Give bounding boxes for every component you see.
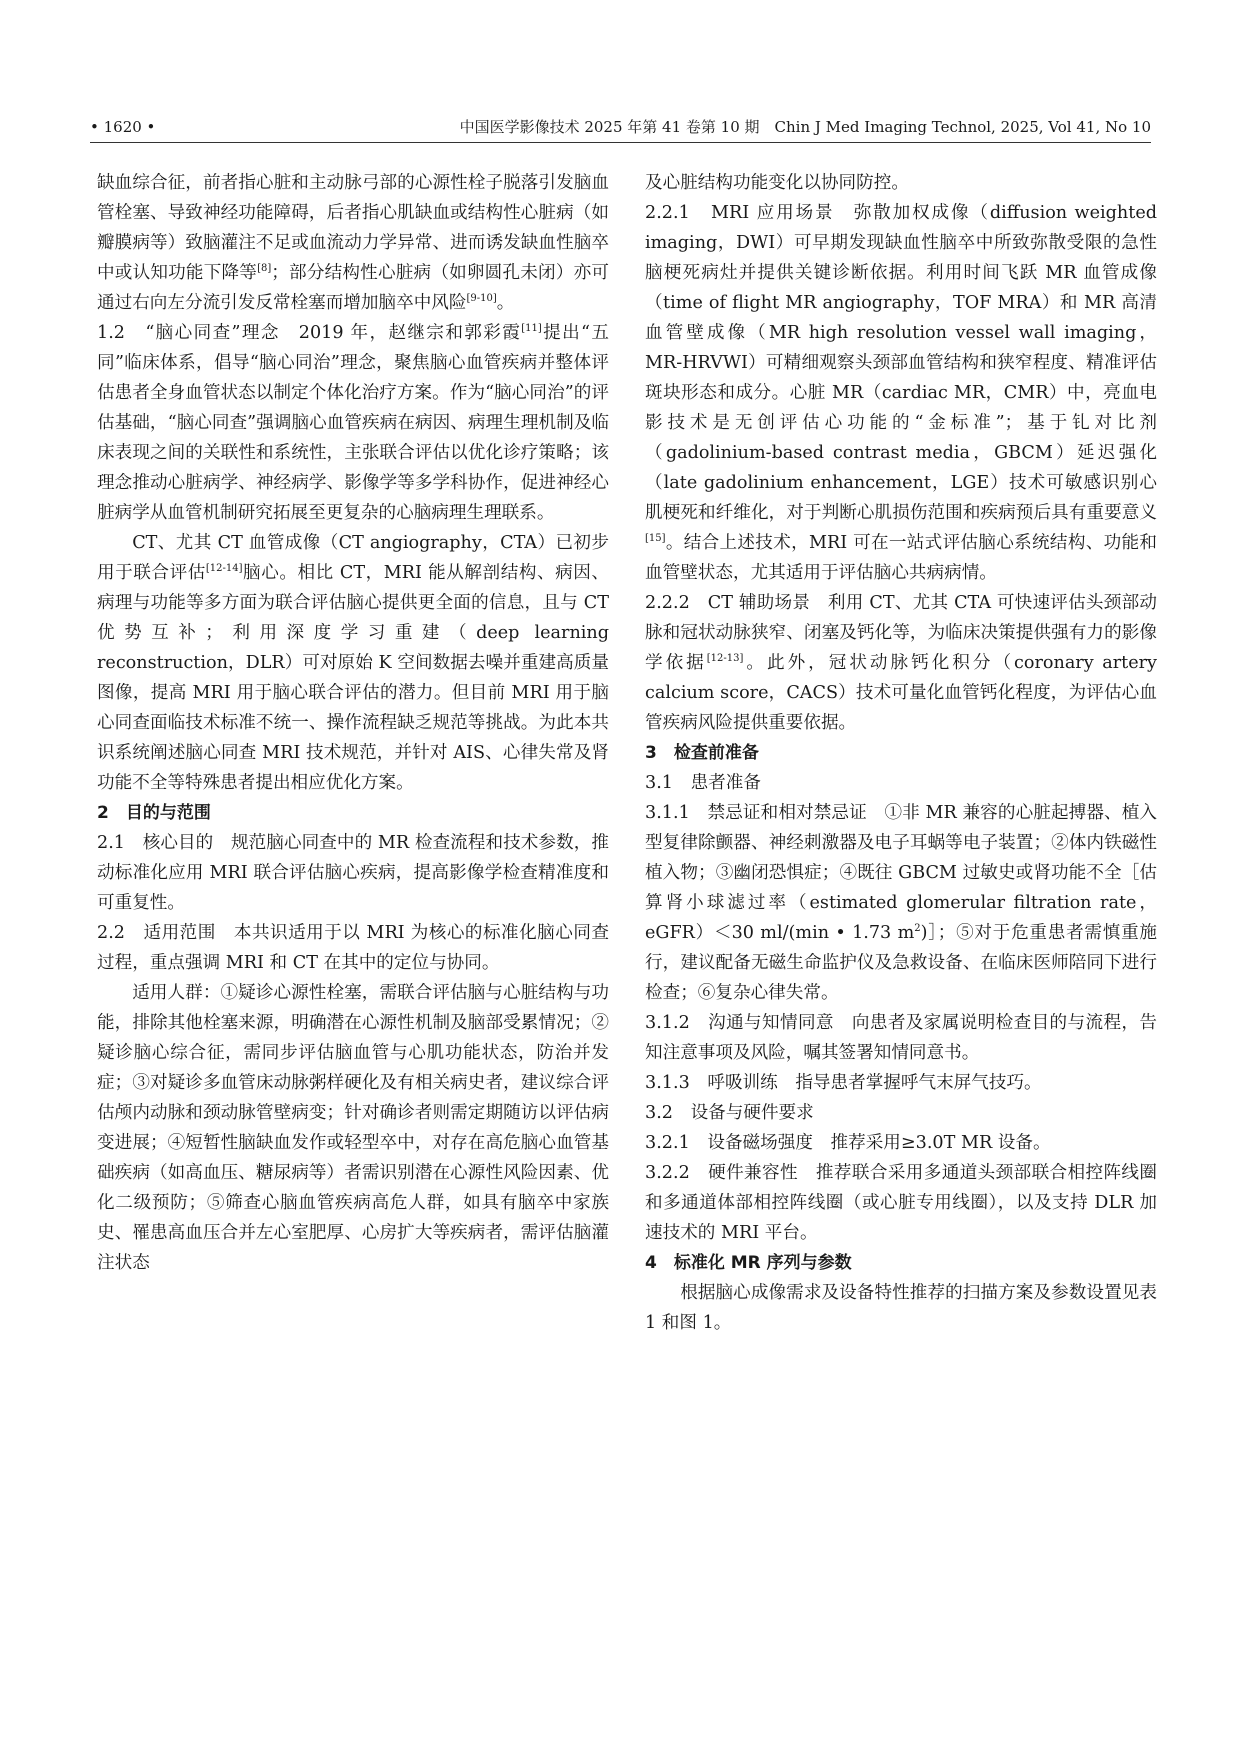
right-column [645,168,1157,1338]
section-2-2-2: 2.2.2 CT 辅助场景 利用 CT、尤其 CTA 可快速评估头颈部动脉和冠状动脉狭窄、闭塞及钙化等，为临床决策提供强有力的影像学依据[12-13]。此外，冠状动脉钙化积分（coronary artery calcium score，CACS）技术可量化血管钙化程度，为评估心血管疾病风险提供重要依据。 [645,593,1157,733]
citation-ref[interactable]: [12-14] [205,563,243,575]
section-2-1: 2.1 核心目的 规范脑心同查中的 MR 检查流程和技术参数，推动标准化应用 MRI 联合评估脑心疾病，提高影像学检查精准度和可重复性。 [97,833,609,913]
section-3-1-3: 3.1.3 呼吸训练 指导患者掌握呼气末屏气技巧。 [645,1073,1042,1093]
paragraph: 适用人群：①疑诊心源性栓塞，需联合评估脑与心脏结构与功能，排除其他栓塞来源，明确潜在心源性机制及脑部受累情况；②疑诊脑心综合征，需同步评估脑血管与心肌功能状态，防治并发症；③对疑诊多血管床动脉粥样硬化及有相关病史者，建议综合评估颅内动脉和颈动脉管壁病变；针对确诊者则需定期随访以评估病变进展；④短暂性脑缺血发作或轻型卒中，对存在高危脑心血管基础疾病（如高血压、糖尿病等）者需识别潜在心源性风险因素、优化二级预防；⑤筛查心脑血管疾病高危人群，如具有脑卒中家族史、罹患高血压合并左心室肥厚、心房扩大等疾病者，需评估脑灌注状态 [97,983,609,1273]
page-number: • 1620 • [90,118,156,136]
section-heading-2: 2 目的与范围 [97,803,211,823]
paragraph: 缺血综合征，前者指心脏和主动脉弓部的心源性栓子脱落引发脑血管栓塞、导致神经功能障碍，后者指心肌缺血或结构性心脏病（如瓣膜病等）致脑灌注不足或血流动力学异常、进而诱发缺血性脑卒中或认知功能下降等[8]；部分结构性心脏病（如卵圆孔未闭）亦可通过右向左分流引发反常栓塞而增加脑卒中风险[9-10]。 [97,173,609,313]
paragraph: 及心脏结构功能变化以协同防控。 [645,173,909,193]
section-3-2-1: 3.2.1 设备磁场强度 推荐采用≥3.0T MR 设备。 [645,1133,1051,1153]
section-3-1-1: 3.1.1 禁忌证和相对禁忌证 ①非 MR 兼容的心脏起搏器、植入型复律除颤器、神经刺激器及电子耳蜗等电子装置；②体内铁磁性植入物；③幽闭恐惧症；④既往 GBCM 过敏史或肾功能不全［估算肾小球滤过率（estimated glomerular filtration rate，eGFR）＜30 ml/(min • 1.73 $m^2)]$；⑤对于危重患者需慎重施行，建议配备无磁生命监护仪及急救设备、在临床医师陪同下进行检查；⑥复杂心律失常。 [645,803,1157,1003]
journal-citation: 中国医学影像技术 2025 年第 41 卷第 10 期 Chin J Med Imaging Technol, 2025, Vol 41, No 10 [459,118,1151,136]
section-2-2-1: 2.2.1 MRI 应用场景 弥散加权成像（diffusion weighted imaging，DWI）可早期发现缺血性脑卒中所致弥散受限的急性脑梗死病灶并提供关键诊断依据。利用时间飞跃 MR 血管成像（time of flight MR angiography，TOF MRA）和 MR 高清血管壁成像（MR high resolution vessel wall imaging，MR-HRVWI）可精细观察头颈部血管结构和狭窄程度、精准评估斑块形态和成分。心脏 MR（cardiac MR，CMR）中，亮血电影技术是无创评估心功能的“金标准”；基于钆对比剂（gadolinium-based contrast media，GBCM）延迟强化（late gadolinium enhancement，LGE）技术可敏感识别心肌梗死和纤维化，对于判断心肌损伤范围和疾病预后具有重要意义[15]。结合上述技术，MRI 可在一站式评估脑心系统结构、功能和血管壁状态，尤其适用于评估脑心共病病情。 [645,203,1157,583]
section-3-1: 3.1 患者准备 [645,773,761,793]
paragraph: 根据脑心成像需求及设备特性推荐的扫描方案及参数设置见表 1 和图 1。 [645,1283,1157,1333]
citation-ref[interactable]: [9-10] [466,293,497,305]
paragraph: CT、尤其 CT 血管成像（CT angiography，CTA）已初步用于联合评估[12-14]脑心。相比 CT，MRI 能从解剖结构、病因、病理与功能等多方面为联合评估脑心提供更全面的信息，且与 CT 优势互补；利用深度学习重建（deep learning reconstruction，DLR）可对原始 K 空间数据去噪并重建高质量图像，提高 MRI 用于脑心联合评估的潜力。但目前 MRI 用于脑心同查面临技术标准不统一、操作流程缺乏规范等挑战。为此本共识系统阐述脑心同查 MRI 技术规范，并针对 AIS、心律失常及肾功能不全等特殊患者提出相应优化方案。 [97,533,609,793]
citation-ref[interactable]: [12-13] [706,653,744,665]
citation-ref[interactable]: [11] [521,323,542,335]
section-heading-4: 4 标准化 MR 序列与参数 [645,1253,852,1273]
section-3-2-2: 3.2.2 硬件兼容性 推荐联合采用多通道头颈部联合相控阵线圈和多通道体部相控阵线圈（或心脏专用线圈），以及支持 DLR 加速技术的 MRI 平台。 [645,1163,1157,1243]
section-3-1-2: 3.1.2 沟通与知情同意 向患者及家属说明检查目的与流程，告知注意事项及风险，嘱其签署知情同意书。 [645,1013,1157,1063]
section-1-2: 1.2 “脑心同查”理念 2019 年，赵继宗和郭彩霞[11]提出“五同”临床体系，倡导“脑心同治”理念，聚焦脑心血管疾病并整体评估患者全身血管状态以制定个体化治疗方案。作为“脑心同治”的评估基础，“脑心同查”强调脑心血管疾病在病因、病理生理机制及临床表现之间的关联性和系统性，主张联合评估以优化诊疗策略；该理念推动心脏病学、神经病学、影像学等多学科协作，促进神经心脏病学从血管机制研究拓展至更复杂的心脑病理生理联系。 [97,323,609,523]
section-heading-3: 3 检查前准备 [645,743,759,763]
section-2-2: 2.2 适用范围 本共识适用于以 MRI 为核心的标准化脑心同查过程，重点强调 MRI 和 CT 在其中的定位与协同。 [97,923,609,973]
running-header [90,112,1151,143]
superscript: 2 [914,923,921,935]
citation-ref[interactable]: [8] [257,263,272,275]
left-column [97,168,609,1278]
section-3-2: 3.2 设备与硬件要求 [645,1103,814,1123]
citation-ref[interactable]: [15] [645,533,666,545]
